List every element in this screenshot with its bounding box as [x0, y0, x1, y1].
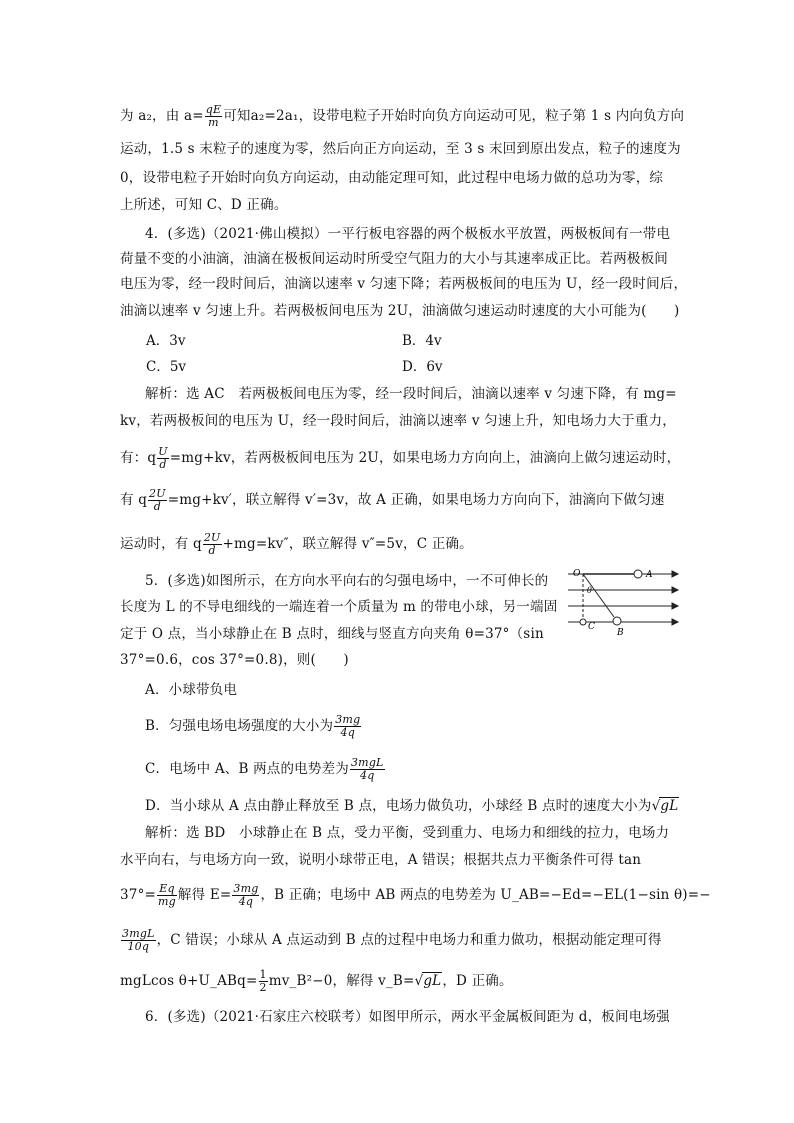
answer-4-line: 运动时，有 q $\frac{2U}{d}$ +mg=kv″，联立解得 v″=5v，C 正确。 [120, 531, 473, 557]
string-line [583, 574, 614, 617]
answer-4-line: 有：q $\frac{U}{d}$ =mg+kv，若两极板间电压为 2U，如果电场力方向向上，油滴向上做匀速运动时， [120, 445, 681, 471]
label-c: C [588, 622, 595, 632]
answer-4-line: 有 q $\frac{2U}{d}$ =mg+kv′，联立解得 v′=3v，故 A 正确，如果电场力方向向下，油滴向下做匀速 [120, 487, 665, 513]
point-c [580, 619, 586, 625]
option-d: D．6v [402, 359, 443, 375]
label-theta: θ [587, 586, 592, 595]
fraction: $\frac{qE}{m}$ [205, 103, 222, 129]
fraction: $\frac{\text{3mgL}}{10q}$ [122, 927, 155, 953]
question-4-line: 电压为零，经一段时间后，油滴以速率 v 匀速下降；若两极板间的电压为 U，经一段时间后， [120, 276, 688, 292]
label-b: B [617, 628, 624, 638]
option-a: A．3v [146, 333, 186, 349]
question-5-line: 定于 O 点，当小球静止在 B 点时，细线与竖直方向夹角 θ=37°（sin [120, 626, 544, 642]
ball-b [613, 617, 621, 625]
fraction: $\frac{3mg}{4q}$ [233, 882, 259, 908]
answer-5-line: 水平向右，与电场方向一致，说明小球带正电，A 错误；根据共点力平衡条件可得 tan [120, 852, 642, 868]
question-5-line: 长度为 L 的不导电细线的一端连着一个质量为 m 的带电小球，另一端固 [120, 599, 558, 615]
fraction: $\frac{2U}{d}$ [149, 487, 166, 513]
fraction: $\frac{U}{d}$ [158, 445, 168, 471]
label-o: O [573, 569, 581, 579]
option-c: C．电场中 A、B 两点的电势差为 $\frac{\text{3mgL}}{4q}$ [145, 756, 384, 782]
answer-5-line: 解析：选 BD 小球静止在 B 点，受力平衡，受到重力、电场力和细线的拉力，电场力 [145, 825, 670, 841]
text-line: 运动，1.5 s 末粒子的速度为零，然后向正方向运动，至 3 s 末回到原出发点，粒子的速度为 [120, 141, 681, 157]
text-line: 0，设带电粒子开始时向负方向运动，由动能定理可知，此过程中电场力做的总功为零，综 [120, 170, 664, 186]
question-4-line: 油滴以速率 v 匀速上升。若两极板间电压为 2U，油滴做匀速运动时速度的大小可能为( ) [120, 303, 680, 319]
arrow-head [672, 587, 678, 593]
option-b: B．4v [402, 333, 442, 349]
ball-a [634, 570, 642, 578]
arrow-head [672, 571, 678, 577]
fraction: $\frac{2U}{d}$ [203, 531, 221, 557]
arrow-head [672, 619, 678, 625]
answer-5-line: mgLcos θ+U_ABq= $\frac{1}{2}$ mv_B²−0，解得 v_B=√gL，D 正确。 [120, 968, 513, 994]
electric-field-figure [562, 566, 680, 638]
fraction: $\frac{3mg}{4q}$ [335, 713, 361, 739]
option-c: C．5v [146, 359, 187, 375]
arrow-head [672, 603, 678, 609]
answer-5-line: $\frac{\text{3mgL}}{10q}$ ，C 错误；小球从 A 点运动到 B 点的过程中电场力和重力做功，根据动能定理可得 [122, 927, 662, 953]
fraction: $\frac{1}{2}$ [259, 968, 267, 994]
answer-4-line: 解析：选 AC 若两极板间电压为零，经一段时间后，油滴以速率 v 匀速下降，有 mg= [145, 386, 677, 402]
answer-4-line: kv，若两极板间的电压为 U，经一段时间后，油滴以速率 v 匀速上升，知电场力大于重力， [120, 413, 676, 429]
question-5-line: 37°=0.6，cos 37°=0.8)，则( ) [120, 652, 349, 668]
question-4-line: 4．(多选)（2021·佛山模拟）一平行板电容器的两个极板水平放置，两极板间有一带电 [145, 226, 671, 242]
text-line: 上所述，可知 C、D 正确。 [120, 197, 288, 213]
answer-5-line: 37°= $\frac{Eq}{mg}$ 解得 E= $\frac{3mg}{4q}$ ，B 正确；电场中 AB 两点的电势差为 U_AB=−Ed=−EL(1−sin θ)=− [120, 882, 711, 908]
option-b: B．匀强电场电场强度的大小为 $\frac{3mg}{4q}$ [145, 713, 361, 739]
fraction: $\frac{Eq}{mg}$ [158, 882, 176, 908]
question-5-line: 5．(多选)如图所示，在方向水平向右的匀强电场中，一不可伸长的 [145, 573, 549, 589]
option-d: D．当小球从 A 点由静止释放至 B 点，电场力做负功，小球经 B 点时的速度大小为√gL [145, 798, 679, 814]
label-a: A [646, 570, 653, 580]
option-a: A．小球带负电 [145, 682, 238, 698]
text-line: 为 a₂，由 a= $\frac{qE}{m}$ 可知a₂=2a₁，设带电粒子开始时向负方向运动可见，粒子第 1 s 内向负方向 [120, 103, 685, 129]
fraction: $\frac{\text{3mgL}}{4q}$ [350, 756, 384, 782]
question-4-line: 荷量不变的小油滴，油滴在极板间运动时所受空气阻力的大小与其速率成正比。若两极板间 [120, 251, 668, 267]
question-6-line: 6．(多选)（2021·石家庄六校联考）如图甲所示，两水平金属板间距为 d，板间电场强 [145, 1009, 670, 1025]
